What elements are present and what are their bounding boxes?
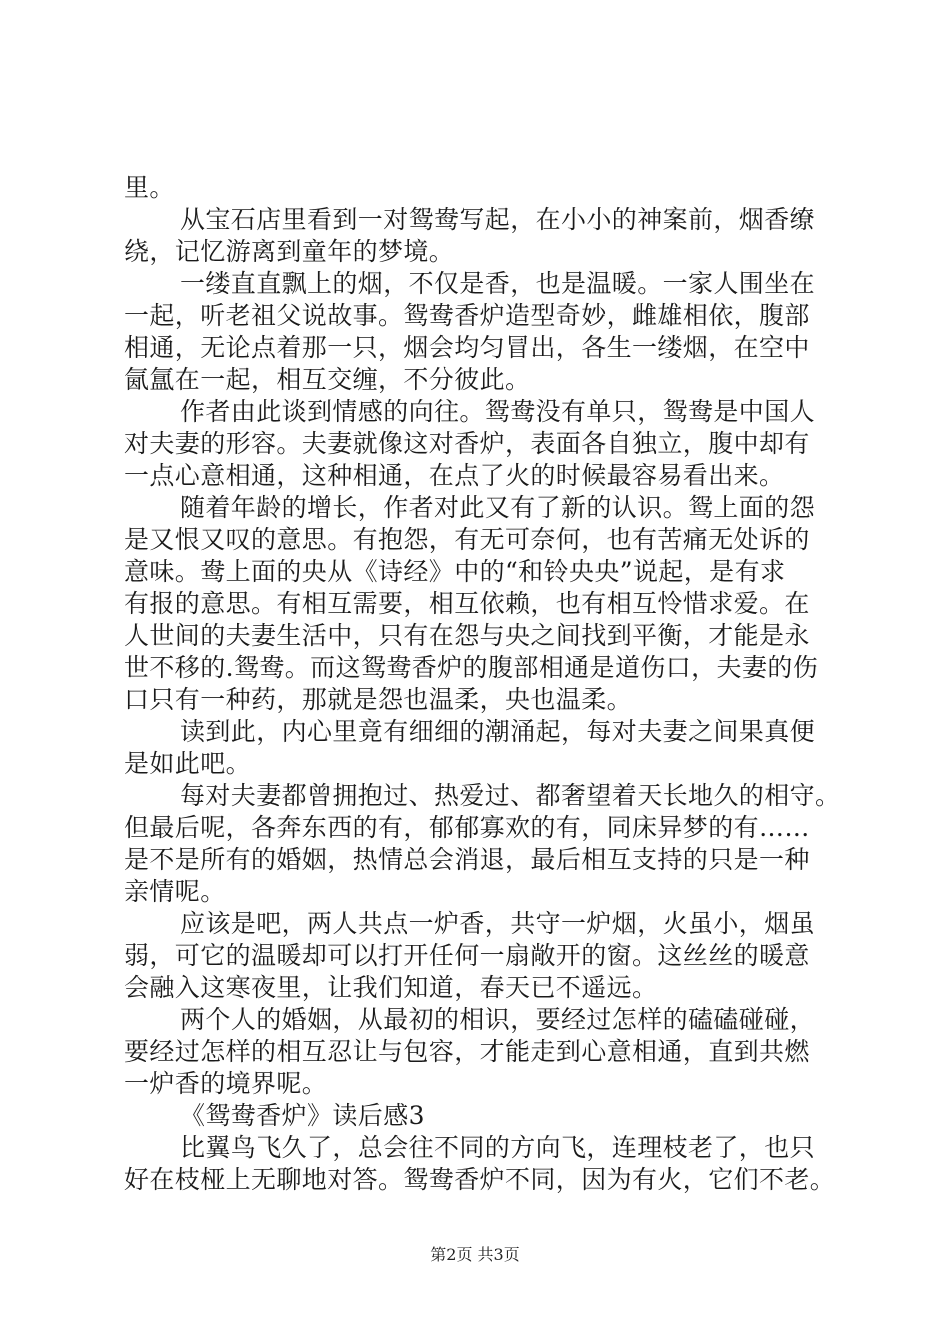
text-line: 绕，记忆游离到童年的梦境。: [124, 237, 455, 266]
text-line: 对夫妻的形容。夫妻就像这对香炉，表面各自独立，腹中却有: [124, 429, 810, 458]
text-line: 人世间的夫妻生活中，只有在怨与央之间找到平衡，才能是永: [124, 621, 810, 650]
text-line: 《鸳鸯香炉》读后感3: [180, 1101, 425, 1130]
text-line: 相通，无论点着那一只，烟会均匀冒出，各生一缕烟，在空中: [124, 333, 810, 362]
text-line: 是又恨又叹的意思。有抱怨，有无可奈何，也有苦痛无处诉的: [124, 525, 810, 554]
text-line: 比翼鸟飞久了，总会往不同的方向飞，连理枝老了，也只: [180, 1133, 816, 1162]
text-line: 两个人的婚姻，从最初的相识，要经过怎样的磕磕碰碰，: [180, 1005, 816, 1034]
page-footer: 第2页 共3页: [430, 1245, 520, 1264]
text-line: 随着年龄的增长，作者对此又有了新的认识。鸳上面的怨: [180, 493, 816, 522]
text-line: 要经过怎样的相互忍让与包容，才能走到心意相通，直到共燃: [124, 1037, 810, 1066]
text-line: 弱，可它的温暖却可以打开任何一扇敞开的窗。这丝丝的暖意: [124, 941, 810, 970]
text-line: 有报的意思。有相互需要，相互依赖，也有相互怜惜求爱。在: [124, 589, 810, 618]
text-line: 应该是吧，两人共点一炉香，共守一炉烟，火虽小，烟虽: [180, 909, 816, 938]
text-line: 世不移的.鸳鸯。而这鸳鸯香炉的腹部相通是道伤口，夫妻的伤: [124, 653, 819, 682]
text-line: 但最后呢，各奔东西的有，郁郁寡欢的有，同床异梦的有……: [124, 813, 810, 842]
text-line: 是不是所有的婚姻，热情总会消退，最后相互支持的只是一种: [124, 845, 810, 874]
text-line: 好在枝桠上无聊地对答。鸳鸯香炉不同，因为有火，它们不老。: [124, 1165, 836, 1194]
text-line: 一缕直直飘上的烟，不仅是香，也是温暖。一家人围坐在: [180, 269, 816, 298]
text-line: 一点心意相通，这种相通，在点了火的时候最容易看出来。: [124, 461, 785, 490]
text-line: 会融入这寒夜里，让我们知道，春天已不遥远。: [124, 973, 658, 1002]
text-line: 口只有一种药，那就是怨也温柔，央也温柔。: [124, 685, 633, 714]
text-line: 意味。鸯上面的央从《诗经》中的“和铃央央”说起，是有求: [124, 557, 786, 586]
text-line: 读到此，内心里竟有细细的潮涌起，每对夫妻之间果真便: [180, 717, 816, 746]
text-line: 一起，听老祖父说故事。鸳鸯香炉造型奇妙，雌雄相依，腹部: [124, 301, 810, 330]
text-line: 作者由此谈到情感的向往。鸳鸯没有单只，鸳鸯是中国人: [180, 397, 816, 426]
text-line: 里。: [124, 173, 175, 202]
document-body: [124, 172, 844, 1196]
text-line: 是如此吧。: [124, 749, 252, 778]
text-line: 一炉香的境界呢。: [124, 1069, 328, 1098]
text-line: 亲情呢。: [124, 877, 226, 906]
text-line: 氤氲在一起，相互交缠，不分彼此。: [124, 365, 531, 394]
text-line: 每对夫妻都曾拥抱过、热爱过、都奢望着天长地久的相守。: [180, 781, 841, 810]
text-line: 从宝石店里看到一对鸳鸯写起，在小小的神案前，烟香缭: [180, 205, 816, 234]
